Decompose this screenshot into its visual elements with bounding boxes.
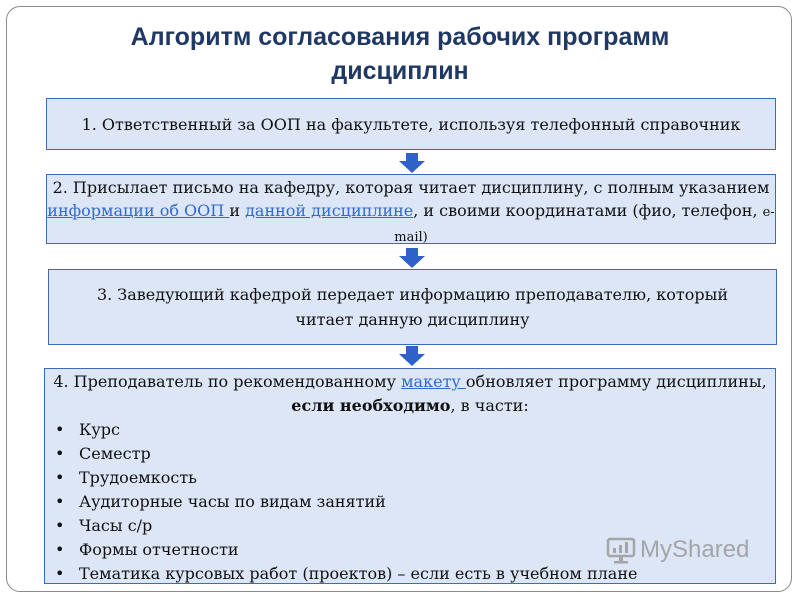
step-2-text-a: 2. Присылает письмо на кафедру, которая читает дисциплину, с полным указанием bbox=[52, 178, 770, 197]
step-2-text-c: , и своими координатами (фио, телефон, bbox=[413, 201, 763, 220]
list-item: • Семестр bbox=[45, 442, 775, 466]
step-4-heading bbox=[45, 369, 775, 418]
step-2-email: e-mail) bbox=[394, 205, 775, 245]
list-item: • Курс bbox=[45, 418, 775, 442]
title-line-1: Алгоритм согласования рабочих программ bbox=[130, 23, 670, 51]
step-3-text: 3. Заведующий кафедрой передает информацию преподавателю, который читает данную дисциплину bbox=[96, 285, 729, 329]
step-3-box bbox=[48, 269, 777, 345]
step-4-text-c: , в части: bbox=[450, 396, 529, 415]
step-4-text-a: 4. Преподаватель по рекомендованному bbox=[53, 372, 402, 391]
step-1-text: 1. Ответственный за ООП на факультете, используя телефонный справочник bbox=[81, 114, 741, 134]
arrow-down-icon bbox=[399, 248, 425, 268]
step-2-text-b: и bbox=[229, 201, 246, 220]
step-2-box bbox=[46, 174, 776, 244]
template-link[interactable]: макету bbox=[401, 372, 466, 391]
list-item: • Часы с/р bbox=[45, 514, 775, 538]
oop-info-link[interactable]: информации об ООП bbox=[47, 201, 230, 220]
arrow-down-icon bbox=[399, 153, 425, 173]
step-1-box bbox=[46, 98, 776, 150]
page-title bbox=[0, 20, 800, 88]
title-line-2: дисциплин bbox=[331, 57, 469, 85]
list-item: • Аудиторные часы по видам занятий bbox=[45, 490, 775, 514]
step-4-text-b: обновляет программу дисциплины, bbox=[465, 372, 767, 391]
myshared-logo-icon bbox=[606, 536, 636, 564]
discipline-link[interactable]: данной дисциплине bbox=[245, 201, 414, 220]
list-item: • Трудоемкость bbox=[45, 466, 775, 490]
list-item: • Тематика курсовых работ (проектов) – если есть в учебном плане bbox=[45, 562, 775, 586]
myshared-watermark bbox=[606, 536, 749, 564]
list-item: • Формы отчетности bbox=[45, 538, 775, 562]
arrow-down-icon bbox=[399, 346, 425, 366]
watermark-text: MyShared bbox=[640, 536, 750, 563]
step-4-bold: если необходимо bbox=[291, 396, 451, 415]
